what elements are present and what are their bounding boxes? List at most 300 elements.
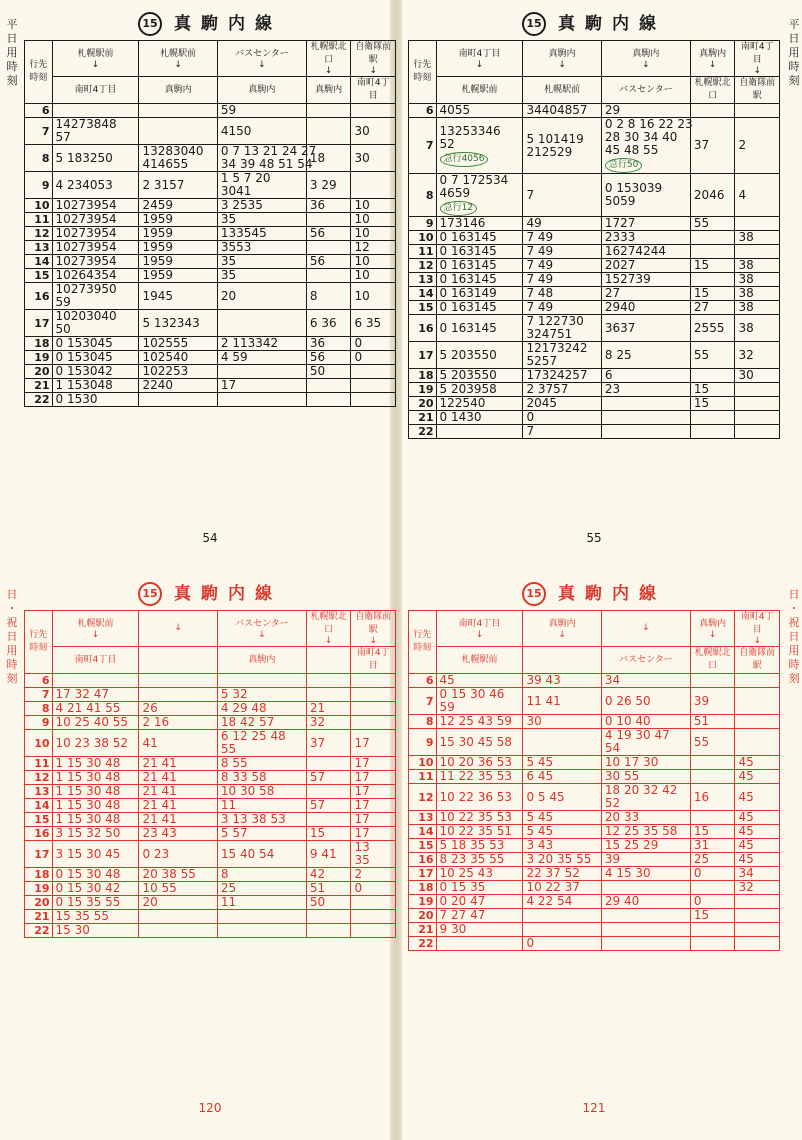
minutes-cell xyxy=(52,283,139,310)
minutes-text: 0 15 30 46 59 xyxy=(439,687,505,714)
minutes-text: 10273954 xyxy=(55,254,117,268)
minutes-cell xyxy=(601,104,690,118)
minutes-cell xyxy=(523,784,601,811)
table-row xyxy=(25,813,396,827)
header-destination: 札幌駅北口 xyxy=(310,612,347,635)
minutes-text: 21 xyxy=(309,701,326,715)
minutes-cell xyxy=(217,730,306,757)
minutes-cell xyxy=(306,868,351,882)
table-row xyxy=(25,730,396,757)
table-row xyxy=(409,811,780,825)
table-row xyxy=(409,104,780,118)
table-row xyxy=(25,841,396,868)
minutes-cell xyxy=(735,674,780,688)
dest-label: 行先 xyxy=(413,60,432,70)
minutes-text: 0 163145 xyxy=(439,230,497,244)
dest-label: 行先 xyxy=(413,630,432,640)
minutes-cell xyxy=(523,881,601,895)
minutes-text: 3 15 32 50 xyxy=(55,826,121,840)
minutes-cell xyxy=(217,118,306,145)
page-title xyxy=(24,582,396,606)
side-tab-char: 祝 xyxy=(6,616,18,629)
minutes-text: 3 13 38 53 xyxy=(220,812,286,826)
minutes-text: 8 23 35 55 xyxy=(439,852,505,866)
minutes-cell xyxy=(351,393,396,407)
column-header-bottom: 自衛隊前駅 xyxy=(735,647,780,674)
table-row xyxy=(409,881,780,895)
minutes-text: 1959 xyxy=(142,240,173,254)
minutes-cell xyxy=(601,715,690,729)
minutes-text: 6 35 xyxy=(354,315,382,330)
minutes-cell xyxy=(436,895,523,909)
minutes-text: 5 132343 xyxy=(142,315,200,330)
minutes-cell xyxy=(735,756,780,770)
minutes-cell xyxy=(351,868,396,882)
minutes-cell xyxy=(523,315,601,342)
minutes-text: 1 5 7 20 3041 xyxy=(220,171,271,198)
table-row xyxy=(25,104,396,118)
minutes-cell xyxy=(601,674,690,688)
minutes-text: 5 203958 xyxy=(439,382,497,396)
hour-cell: 7 xyxy=(25,118,53,145)
hour-cell: 22 xyxy=(409,425,437,439)
minutes-cell xyxy=(601,937,690,951)
minutes-text: 102540 xyxy=(142,350,189,364)
arrow-down-icon: ↓ xyxy=(475,629,484,640)
minutes-cell xyxy=(351,118,396,145)
table-row xyxy=(25,896,396,910)
minutes-cell xyxy=(139,799,217,813)
minutes-text: 1 15 30 48 xyxy=(55,756,121,770)
side-tab-char: 日 xyxy=(788,630,800,643)
hour-cell: 18 xyxy=(25,337,53,351)
minutes-text: 30 xyxy=(354,123,370,138)
express-badge xyxy=(440,152,489,167)
minutes-text: 0 163145 xyxy=(439,300,497,314)
minutes-cell xyxy=(217,827,306,841)
minutes-cell xyxy=(601,895,690,909)
minutes-text: 0 1430 xyxy=(439,410,482,424)
minutes-cell xyxy=(436,397,523,411)
minutes-cell xyxy=(139,213,217,227)
minutes-cell xyxy=(351,757,396,771)
column-header-top xyxy=(735,41,780,77)
minutes-text: 15 35 55 xyxy=(55,909,109,923)
time-label: 時刻 xyxy=(413,73,432,83)
minutes-text: 4 29 48 xyxy=(220,701,267,715)
minutes-cell xyxy=(351,227,396,241)
side-tab-char: ・ xyxy=(788,602,800,615)
minutes-cell xyxy=(139,688,217,702)
minutes-cell xyxy=(735,784,780,811)
minutes-text: 31 xyxy=(693,838,710,852)
minutes-cell xyxy=(217,896,306,910)
minutes-text: 0 26 50 xyxy=(604,693,651,708)
minutes-cell xyxy=(139,172,217,199)
minutes-cell xyxy=(306,924,351,938)
side-tab-char: 時 xyxy=(788,60,800,73)
hour-cell: 16 xyxy=(25,827,53,841)
minutes-cell xyxy=(139,393,217,407)
minutes-text: 29 xyxy=(604,103,621,117)
header-destination: 南町4丁目 xyxy=(740,612,774,635)
minutes-text: 173146 xyxy=(439,216,486,230)
minutes-cell xyxy=(139,227,217,241)
minutes-text: 7 49 xyxy=(526,230,554,244)
minutes-text: 10 22 35 51 xyxy=(439,824,513,838)
minutes-text: 2 3757 xyxy=(526,382,569,396)
minutes-text: 7 122730 324751 xyxy=(526,314,584,341)
minutes-cell xyxy=(436,383,523,397)
header-destination: 真駒内 xyxy=(548,618,576,629)
minutes-text: 42 xyxy=(309,867,326,881)
minutes-text: 38 xyxy=(738,300,754,314)
minutes-cell xyxy=(735,315,780,342)
minutes-text: 10 23 38 52 xyxy=(55,735,129,750)
minutes-text: 23 43 xyxy=(142,826,177,840)
minutes-cell xyxy=(735,411,780,425)
table-row xyxy=(409,784,780,811)
hour-cell: 12 xyxy=(409,784,437,811)
minutes-cell xyxy=(436,369,523,383)
minutes-text: 0 xyxy=(693,894,702,908)
minutes-text: 1 15 30 48 xyxy=(55,770,121,784)
minutes-cell xyxy=(523,301,601,315)
minutes-text: 16 xyxy=(693,789,710,804)
table-row xyxy=(25,241,396,255)
minutes-cell xyxy=(217,785,306,799)
arrow-down-icon: ↓ xyxy=(324,66,333,76)
minutes-cell xyxy=(306,255,351,269)
side-tab-char: ・ xyxy=(6,602,18,615)
minutes-text: 15 30 45 58 xyxy=(439,734,513,749)
minutes-text: 18 xyxy=(309,150,326,165)
minutes-text: 2555 xyxy=(693,320,725,335)
hour-cell: 15 xyxy=(409,301,437,315)
column-header-top xyxy=(351,41,396,77)
minutes-cell xyxy=(52,924,139,938)
minutes-text: 2 xyxy=(738,138,747,152)
minutes-text: 152739 xyxy=(604,272,651,286)
minutes-cell xyxy=(735,342,780,369)
minutes-cell xyxy=(523,245,601,259)
minutes-cell xyxy=(436,118,523,174)
minutes-text: 2046 xyxy=(693,187,725,202)
header-destination: 南町4丁目 xyxy=(458,48,501,59)
minutes-text: 2459 xyxy=(142,198,173,212)
hour-cell: 21 xyxy=(25,379,53,393)
minutes-cell xyxy=(139,910,217,924)
minutes-cell xyxy=(306,213,351,227)
minutes-text: 0 xyxy=(354,881,363,895)
minutes-cell xyxy=(523,715,601,729)
table-row xyxy=(409,411,780,425)
table-row xyxy=(25,924,396,938)
minutes-cell xyxy=(690,383,735,397)
minutes-text: 15 xyxy=(693,286,710,300)
minutes-cell xyxy=(523,397,601,411)
minutes-cell xyxy=(601,867,690,881)
minutes-cell xyxy=(690,729,735,756)
minutes-cell xyxy=(52,799,139,813)
minutes-text: 0 7 13 21 24 27 34 39 48 51 54 xyxy=(220,144,317,171)
minutes-text: 10264354 xyxy=(55,268,117,282)
minutes-cell xyxy=(436,729,523,756)
minutes-text: 8 55 xyxy=(220,756,248,770)
minutes-cell xyxy=(601,853,690,867)
minutes-text: 3 15 30 45 xyxy=(55,846,121,861)
minutes-text: 6 xyxy=(604,368,613,382)
minutes-text: 6 36 xyxy=(309,315,337,330)
minutes-cell xyxy=(306,771,351,785)
column-header-top xyxy=(690,41,735,77)
side-tab-char: 刻 xyxy=(6,74,18,87)
weekday-side-tab xyxy=(4,18,20,88)
minutes-cell xyxy=(217,702,306,716)
minutes-text: 17 xyxy=(354,826,370,840)
minutes-text: 38 xyxy=(738,320,754,335)
minutes-text: 37 xyxy=(693,138,710,152)
minutes-cell xyxy=(523,688,601,715)
minutes-cell xyxy=(217,910,306,924)
minutes-cell xyxy=(217,868,306,882)
hour-cell: 20 xyxy=(25,365,53,379)
minutes-cell xyxy=(690,674,735,688)
minutes-text: 1959 xyxy=(142,268,173,282)
minutes-text: 1 15 30 48 xyxy=(55,798,121,812)
table-row xyxy=(25,337,396,351)
minutes-cell xyxy=(735,397,780,411)
minutes-text: 45 xyxy=(738,838,754,852)
header-row xyxy=(25,77,396,104)
express-label: 急行 xyxy=(443,203,462,213)
minutes-cell xyxy=(139,118,217,145)
table-row xyxy=(409,937,780,951)
minutes-cell xyxy=(601,397,690,411)
minutes-text: 9 41 xyxy=(309,846,337,861)
hour-cell: 9 xyxy=(25,172,53,199)
minutes-text: 41 xyxy=(142,735,158,750)
minutes-text: 0 153045 xyxy=(55,350,113,364)
page-title xyxy=(408,582,780,606)
minutes-text: 10 xyxy=(354,268,370,282)
minutes-text: 32 xyxy=(738,880,754,894)
minutes-text: 102253 xyxy=(142,364,189,378)
header-destination: 自衛隊前駅 xyxy=(355,612,392,635)
minutes-cell xyxy=(139,310,217,337)
column-header-top xyxy=(139,41,217,77)
minutes-cell xyxy=(306,757,351,771)
column-header-top xyxy=(52,41,139,77)
minutes-text: 5 57 xyxy=(220,826,248,840)
minutes-cell xyxy=(735,217,780,231)
page-title xyxy=(408,12,780,36)
minutes-cell xyxy=(306,393,351,407)
minutes-text: 10 22 35 53 xyxy=(439,810,513,824)
minutes-cell xyxy=(217,269,306,283)
minutes-text: 9 30 xyxy=(439,922,467,936)
table-row xyxy=(409,342,780,369)
minutes-text: 12 25 43 59 xyxy=(439,714,513,728)
hour-cell: 16 xyxy=(409,315,437,342)
minutes-text: 57 xyxy=(309,770,326,784)
minutes-cell xyxy=(436,715,523,729)
minutes-cell xyxy=(351,688,396,702)
minutes-cell xyxy=(52,199,139,213)
minutes-cell xyxy=(690,287,735,301)
minutes-text: 21 41 xyxy=(142,812,177,826)
minutes-text: 3 2535 xyxy=(220,198,263,212)
minutes-cell xyxy=(436,688,523,715)
minutes-cell xyxy=(735,937,780,951)
minutes-text: 5 45 xyxy=(526,824,554,838)
minutes-text: 1959 xyxy=(142,226,173,240)
minutes-cell xyxy=(217,199,306,213)
column-header-top xyxy=(217,41,306,77)
hour-cell: 8 xyxy=(25,702,53,716)
minutes-cell xyxy=(735,688,780,715)
minutes-text: 13253346 52 xyxy=(439,123,501,151)
minutes-cell xyxy=(690,770,735,784)
minutes-text: 10 xyxy=(354,198,370,212)
table-row xyxy=(409,245,780,259)
minutes-text: 56 xyxy=(309,226,326,240)
minutes-text: 2 xyxy=(354,867,363,881)
minutes-text: 3 20 35 55 xyxy=(526,852,592,866)
minutes-cell xyxy=(52,172,139,199)
minutes-text: 10273954 xyxy=(55,240,117,254)
minutes-cell xyxy=(601,770,690,784)
minutes-text: 23 xyxy=(604,382,621,396)
page-number: 54 xyxy=(202,531,218,545)
header-destination: 南町4丁目 xyxy=(740,42,774,65)
minutes-cell xyxy=(217,393,306,407)
header-row xyxy=(25,647,396,674)
table-row xyxy=(25,393,396,407)
column-header-top xyxy=(436,611,523,647)
table-row xyxy=(25,365,396,379)
route-number-badge: 15 xyxy=(138,12,162,36)
minutes-text: 15 xyxy=(693,382,710,396)
minutes-text: 45 xyxy=(738,755,754,769)
arrow-down-icon: ↓ xyxy=(174,623,182,633)
minutes-text: 0 10 40 xyxy=(604,714,651,728)
minutes-cell xyxy=(139,283,217,310)
minutes-cell xyxy=(306,351,351,365)
minutes-cell xyxy=(351,674,396,688)
minutes-cell xyxy=(735,895,780,909)
minutes-cell xyxy=(139,730,217,757)
minutes-cell xyxy=(436,756,523,770)
minutes-text: 17 xyxy=(354,756,370,770)
column-header-top xyxy=(306,611,351,647)
minutes-cell xyxy=(351,785,396,799)
hour-cell: 9 xyxy=(409,729,437,756)
minutes-text: 35 xyxy=(220,268,237,282)
minutes-text: 7 xyxy=(526,187,535,202)
minutes-text: 4 21 41 55 xyxy=(55,701,121,715)
minutes-cell xyxy=(306,910,351,924)
minutes-text: 2045 xyxy=(526,396,557,410)
minutes-text: 30 xyxy=(738,368,754,382)
minutes-cell xyxy=(52,145,139,172)
minutes-text: 7 49 xyxy=(526,258,554,272)
minutes-text: 0 153039 5059 xyxy=(604,181,663,208)
minutes-text: 55 xyxy=(693,734,710,749)
minutes-cell xyxy=(139,896,217,910)
side-tab-char: 日 xyxy=(6,630,18,643)
column-header-bottom xyxy=(523,647,601,674)
minutes-cell xyxy=(436,231,523,245)
minutes-cell xyxy=(52,104,139,118)
minutes-cell xyxy=(436,853,523,867)
minutes-cell xyxy=(601,425,690,439)
column-header-bottom: 真駒内 xyxy=(217,647,306,674)
hour-cell: 9 xyxy=(409,217,437,231)
minutes-text: 0 xyxy=(693,866,702,880)
minutes-cell xyxy=(52,771,139,785)
header-row xyxy=(409,77,780,104)
minutes-text: 17 xyxy=(354,812,370,826)
minutes-text: 21 41 xyxy=(142,798,177,812)
timetable xyxy=(408,610,780,951)
minutes-text: 27 xyxy=(693,300,710,314)
minutes-text: 4 234053 xyxy=(55,177,113,192)
minutes-cell xyxy=(523,853,601,867)
minutes-text: 0 xyxy=(526,936,535,950)
minutes-text: 14273848 57 xyxy=(55,117,117,144)
hour-cell: 20 xyxy=(409,397,437,411)
minutes-text: 0 15 35 xyxy=(439,880,486,894)
minutes-text: 15 xyxy=(693,396,710,410)
minutes-text: 4 15 30 xyxy=(604,866,651,880)
table-row xyxy=(409,688,780,715)
header-destination: バスセンター xyxy=(235,618,289,629)
minutes-cell xyxy=(690,688,735,715)
header-destination: 真駒内 xyxy=(548,48,576,59)
minutes-text: 17 xyxy=(220,378,237,392)
minutes-cell xyxy=(690,118,735,174)
minutes-text: 0 xyxy=(354,350,363,364)
hour-cell: 11 xyxy=(409,770,437,784)
minutes-text: 55 xyxy=(693,347,710,362)
hour-cell: 15 xyxy=(25,269,53,283)
minutes-text: 10 xyxy=(354,212,370,226)
minutes-cell xyxy=(52,757,139,771)
minutes-cell xyxy=(735,729,780,756)
minutes-cell xyxy=(306,172,351,199)
column-header-bottom: 南町4丁目 xyxy=(351,647,396,674)
minutes-text: 39 43 xyxy=(526,673,561,687)
minutes-cell xyxy=(217,813,306,827)
minutes-cell xyxy=(52,118,139,145)
minutes-text: 0 1530 xyxy=(55,392,98,406)
minutes-cell xyxy=(601,784,690,811)
header-row xyxy=(409,647,780,674)
table-row xyxy=(25,199,396,213)
minutes-cell xyxy=(523,825,601,839)
column-header-bottom: バスセンター xyxy=(601,77,690,104)
column-header-bottom xyxy=(139,647,217,674)
minutes-text: 0 163145 xyxy=(439,258,497,272)
dest-label: 行先 xyxy=(29,630,48,640)
minutes-cell xyxy=(690,895,735,909)
minutes-cell xyxy=(306,841,351,868)
minutes-text: 10273954 xyxy=(55,198,117,212)
minutes-text: 36 xyxy=(309,198,326,212)
minutes-cell xyxy=(735,811,780,825)
minutes-cell xyxy=(690,923,735,937)
